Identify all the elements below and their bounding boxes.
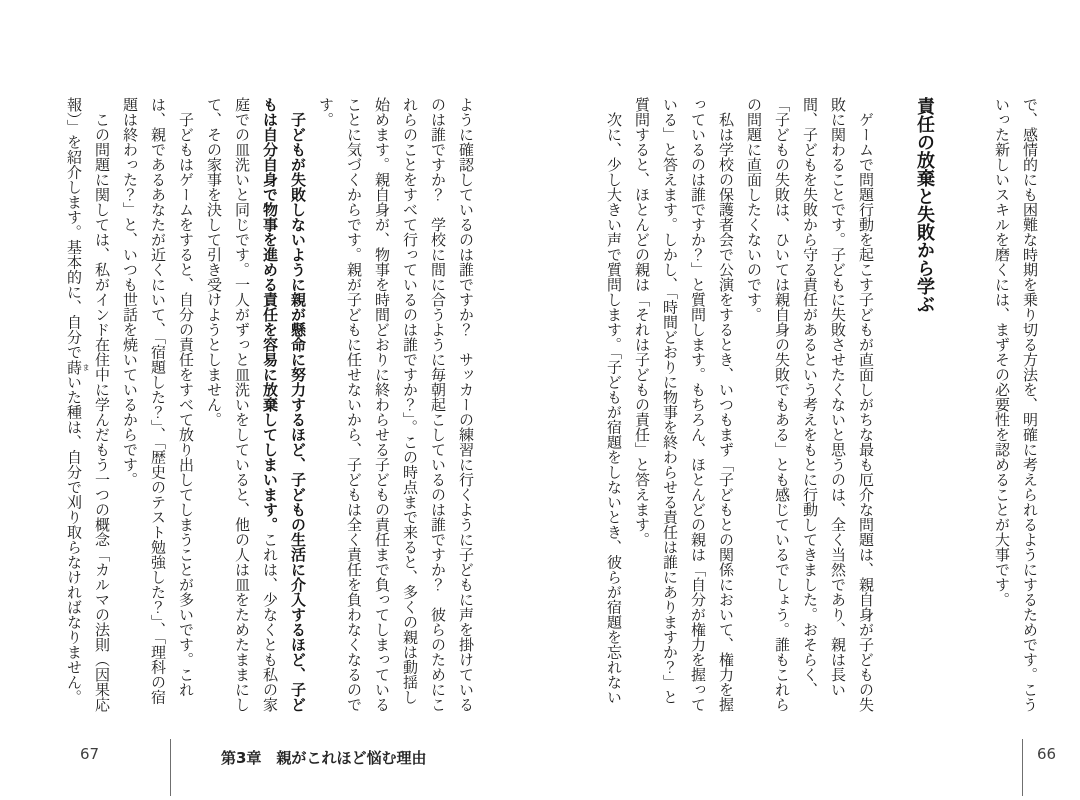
body-text: 子どもはゲームをすると、自分の責任をすべて放り出してしまうことが多いです。これは、親であるあなたが近くにいて、「宿題した？」、「歴史のテスト勉強した？」、「理科の宿題は終わった？」と、いつも世話を焼いているからです。: [121, 97, 195, 705]
footer-divider-right: [1022, 739, 1023, 796]
footer-divider-left: [170, 739, 171, 796]
paragraph: [60, 97, 116, 712]
page-number-right: 66: [1037, 745, 1057, 763]
emphasized-text: 子どもが失敗しないように親が懸命に努力するほど、子どもの生活に介入するほど、子どもは自分自身で物事を進める責任を容易に放棄してしまいます。: [261, 97, 307, 712]
body-text: ように確認しているのは誰ですか？ サッカーの練習に行くように子どもに声を掛けているのは誰ですか？ 学校に間に合うように毎朝起こしているのは誰ですか？ 彼らのためにこれらのことをすべて行っているのは誰ですか？」。この時点まで来ると、多くの親は動揺し始めます。親自身が、物事を時間どおりに終わらせる子どもの責任まで負ってしまっていることに気づくからです。親が子どもに任せないから、子どもは全く責任を負わなくなるのです。: [317, 97, 475, 712]
body-text: これは、少なくとも私の家庭での皿洗いと同じです。一人がずっと皿洗いをしていると、他の人は皿をためたままにして、その家事を決して引き受けようとしません。: [205, 97, 279, 712]
page-number-left: 67: [80, 745, 100, 763]
chapter-footer: 第3章 親がこれほど悩む理由: [221, 749, 427, 767]
paragraph-continuation: で、感情的にも困難な時期を乗り切る方法を、明確に考えられるようにするためです。こういった新しいスキルを磨くには、まずその必要性を認めることが大事です。: [993, 97, 1039, 712]
section-heading: 責任の放棄と失敗から学ぶ: [914, 97, 935, 313]
ruby-annotated-text: 蒔ま: [65, 359, 91, 375]
right-page-text: [600, 97, 1044, 712]
paragraph: [600, 97, 628, 712]
paragraph: [628, 97, 740, 712]
body-text: いた種は、自分で刈り取らなければなりません。: [65, 374, 83, 705]
body-text: この問題に関しては、私がインド在住中に学んだもう一つの概念「カルマの法則（因果応報）」を紹介します。基本的に、自分で: [65, 97, 111, 712]
left-page-text: [60, 97, 480, 712]
paragraph: [312, 97, 480, 712]
body-text: 私は学校の保護者会で公演をするとき、いつもまず「子どもとの関係において、権力を握っているのは誰ですか？」と質問します。もちろん、ほとんどの親は「自分が権力を握っている」と答えます。しかし、「時間どおりに物事を終わらせる責任は誰にありますか？」と質問すると、ほとんどの親は「それは子どもの責任」と答えます。: [633, 97, 735, 712]
body-text: ゲームで問題行動を起こす子どもが直面しがちな最も厄介な問題は、親自身が子どもの失敗に関わることです。子どもに失敗させたくないと思うのは、全く当然であり、親は長い間、子どもを失敗から守る責任があるという考えをもとに行動してきました。おそらく、「子どもの失敗は、ひいては親自身の失敗でもある」とも感じているでしょう。誰もこれらの問題に直面したくないのです。: [745, 97, 875, 712]
body-text: 次に、少し大きい声で質問します。「子どもが宿題をしないとき、彼らが宿題を忘れない: [605, 112, 623, 705]
paragraph: [200, 97, 312, 712]
paragraph: [116, 97, 200, 712]
paragraph: [740, 97, 880, 712]
